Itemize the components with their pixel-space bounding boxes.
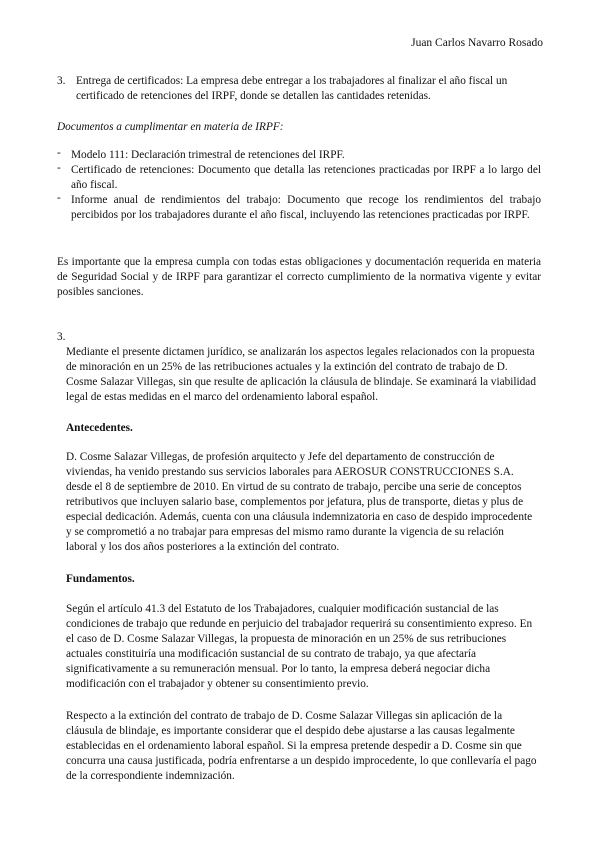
documents-heading: Documentos a cumplimentar en materia de IRPF: [57, 121, 284, 133]
list-item-text: Certificado de retenciones: Documento que detalla las retenciones practicadas por IRPF a lo largo del año fiscal. [71, 164, 541, 191]
bullet-dash: - [57, 162, 61, 174]
antecedentes-title: Antecedentes. [66, 422, 133, 434]
conclusion-paragraph: Es importante que la empresa cumpla con todas estas obligaciones y documentación requerida en materia de Seguridad Social y de IRPF para garantizar el correcto cumplimiento de la normativa vigente y evitar posibles sanciones. [57, 256, 541, 298]
author-header: Juan Carlos Navarro Rosado [411, 37, 543, 49]
fundamentos-paragraph-1: Según el artículo 41.3 del Estatuto de los Trabajadores, cualquier modificación sustancial de las condiciones de trabajo que redunde en perjuicio del trabajador requerirá su consentimiento expreso. En el caso de D. Cosme Salazar Villegas, la propuesta de minoración en un 25% de sus retribuciones actuales constituiría una modificación sustancial de su contrato de trabajo, ya que afectaría significativamente a su remuneración mensual. Por lo tanto, la empresa deberá negociar dicha modificación con el trabajador y obtener su consentimiento previo. [66, 603, 533, 690]
list-item [57, 193, 541, 223]
antecedentes-paragraph: D. Cosme Salazar Villegas, de profesión arquitecto y Jefe del departamento de construcción de viviendas, ha venido prestando sus servicios laborales para AEROSUR CONSTRUCCIONES S.A. desde el 8 de septiembre de 2010. En virtud de su contrato de trabajo, percibe una serie de conceptos retributivos que incluyen salario base, complementos por jefatura, plus de transporte, dietas y plus de especial dedicación. Además, cuenta con una cláusula indemnizatoria en caso de despido improcedente y se comprometió a no trabajar para empresas del mismo ramo durante la vigencia de su relación laboral y los dos años posteriores a la extinción del contrato. [66, 451, 533, 553]
fundamentos-paragraph-2: Respecto a la extinción del contrato de trabajo de D. Cosme Salazar Villegas sin aplicación de la cláusula de blindaje, es importante considerar que el despido debe ajustarse a las causas legalmente establecidas en el ordenamiento laboral español. Si la empresa pretende despedir a D. Cosme sin que concurra una causa justificada, podría enfrentarse a un despido improcedente, lo que conllevaría el pago de la correspondiente indemnización. [66, 710, 537, 782]
bullet-dash: - [57, 192, 61, 204]
section-number: 3. [57, 331, 66, 343]
documents-list [57, 148, 541, 223]
list-item [57, 163, 541, 193]
bullet-dash: - [57, 147, 61, 159]
fundamentos-title: Fundamentos. [66, 573, 135, 585]
list-item-text: Informe anual de rendimientos del trabajo: Documento que recoge los rendimientos del trabajo percibidos por los trabajadores durante el año fiscal, incluyendo las retenciones practicadas por IRPF. [71, 194, 541, 221]
list-item [57, 148, 541, 163]
section-intro: Mediante el presente dictamen jurídico, se analizarán los aspectos legales relacionados con la propuesta de minoración en un 25% de las retribuciones actuales y la extinción del contrato de trabajo de D. Cosme Salazar Villegas, sin que resulte de aplicación la cláusula de blindaje. Se examinará la viabilidad legal de estas medidas en el marco del ordenamiento laboral español. [66, 346, 536, 403]
item-number: 3. [57, 75, 66, 87]
list-item-text: Modelo 111: Declaración trimestral de retenciones del IRPF. [71, 149, 345, 161]
item-certificados-text: Entrega de certificados: La empresa debe entregar a los trabajadores al finalizar el año fiscal un certificado de retenciones del IRPF, donde se detallen las cantidades retenidas. [76, 75, 508, 102]
